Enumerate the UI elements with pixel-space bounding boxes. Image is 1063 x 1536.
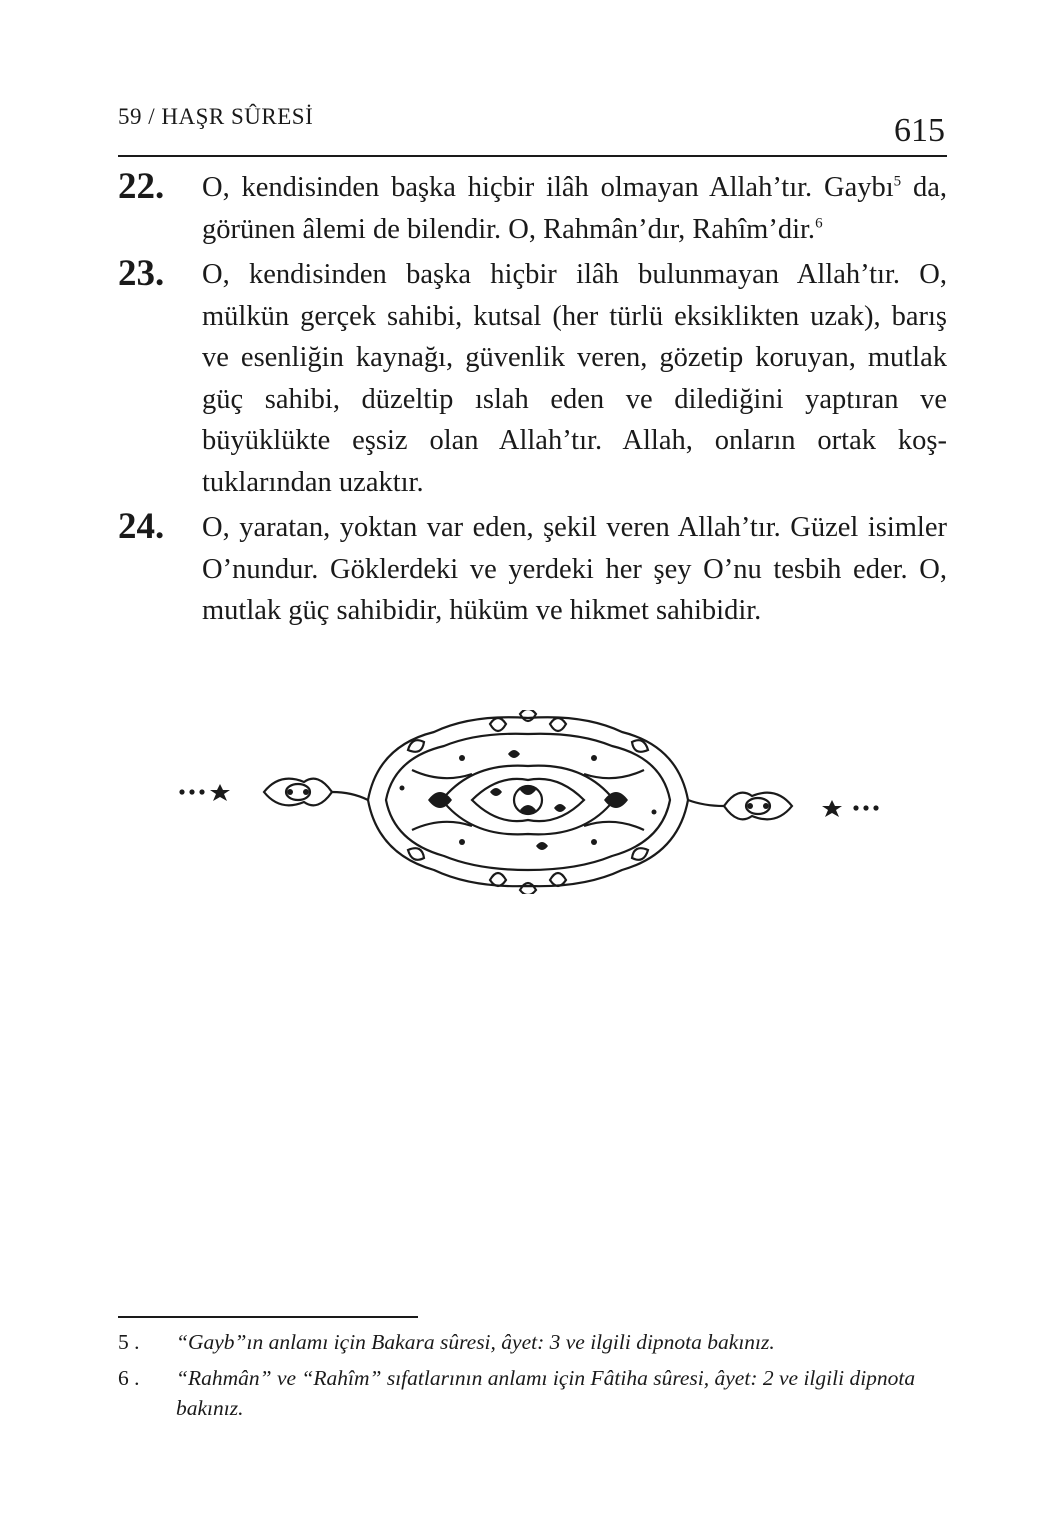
page-number: 615 [894,112,945,149]
verse-23 [118,254,947,503]
verse-22 [118,167,947,250]
verse-number: 22. [118,166,165,207]
footnote-list [118,1327,947,1423]
footnote-ref-5: 5 [893,173,902,190]
verse-list [118,167,947,632]
footnote-6 [118,1363,947,1423]
footnote-rule [118,1316,418,1318]
decorative-ornament [172,710,884,894]
header-rule [118,155,947,157]
verse-24 [118,507,947,632]
footnote-number: 6 . [118,1366,140,1390]
footnote-number: 5 . [118,1330,140,1354]
footnote-5 [118,1327,947,1357]
footnote-text: “Rahmân” ve “Rahîm” sıfatlarının anlamı için Fâtiha sûresi, âyet: 2 ve ilgili dipnota bakınız. [176,1366,916,1420]
verse-text-part: da, görünen âlemi de bilendir. O, Rahmân’dır, Rahîm’dir. [202,172,947,245]
verse-text [202,167,947,250]
verse-number: 23. [118,253,165,294]
verse-text: O, yaratan, yoktan var eden, şekil veren Allah’tır. Güzel isimler O’nundur. Göklerdeki ve yerdeki her şey O’nu tesbih eder. O, mutlak güç sahibidir, hüküm ve hikmet sahibidir. [202,512,947,626]
footnote-ref-6: 6 [815,215,823,231]
surah-title: 59 / HAŞR SÛRESİ [118,104,314,129]
verse-text: O, kendisinden başka hiçbir ilâh bulunmayan Allah’tır. O, mülkün gerçek sahibi, kutsal (her türlü eksiklikten uzak), barış ve esenliğin kaynağı, güvenlik veren, gözetip koruyan, mutlak güç sahibi, düzeltip ıslah eden ve dilediğini yaptıran ve büyüklükte eşsiz olan Allah’tır. Allah, onların ortak koştuklarından uzaktır. [202,259,947,498]
verse-number: 24. [118,506,165,547]
footnote-text: “Gayb”ın anlamı için Bakara sûresi, âyet: 3 ve ilgili dipnota bakınız. [176,1330,775,1354]
verse-text-part: O, kendisinden başka hiçbir ilâh olmayan Allah’tır. Gaybı [202,172,894,203]
